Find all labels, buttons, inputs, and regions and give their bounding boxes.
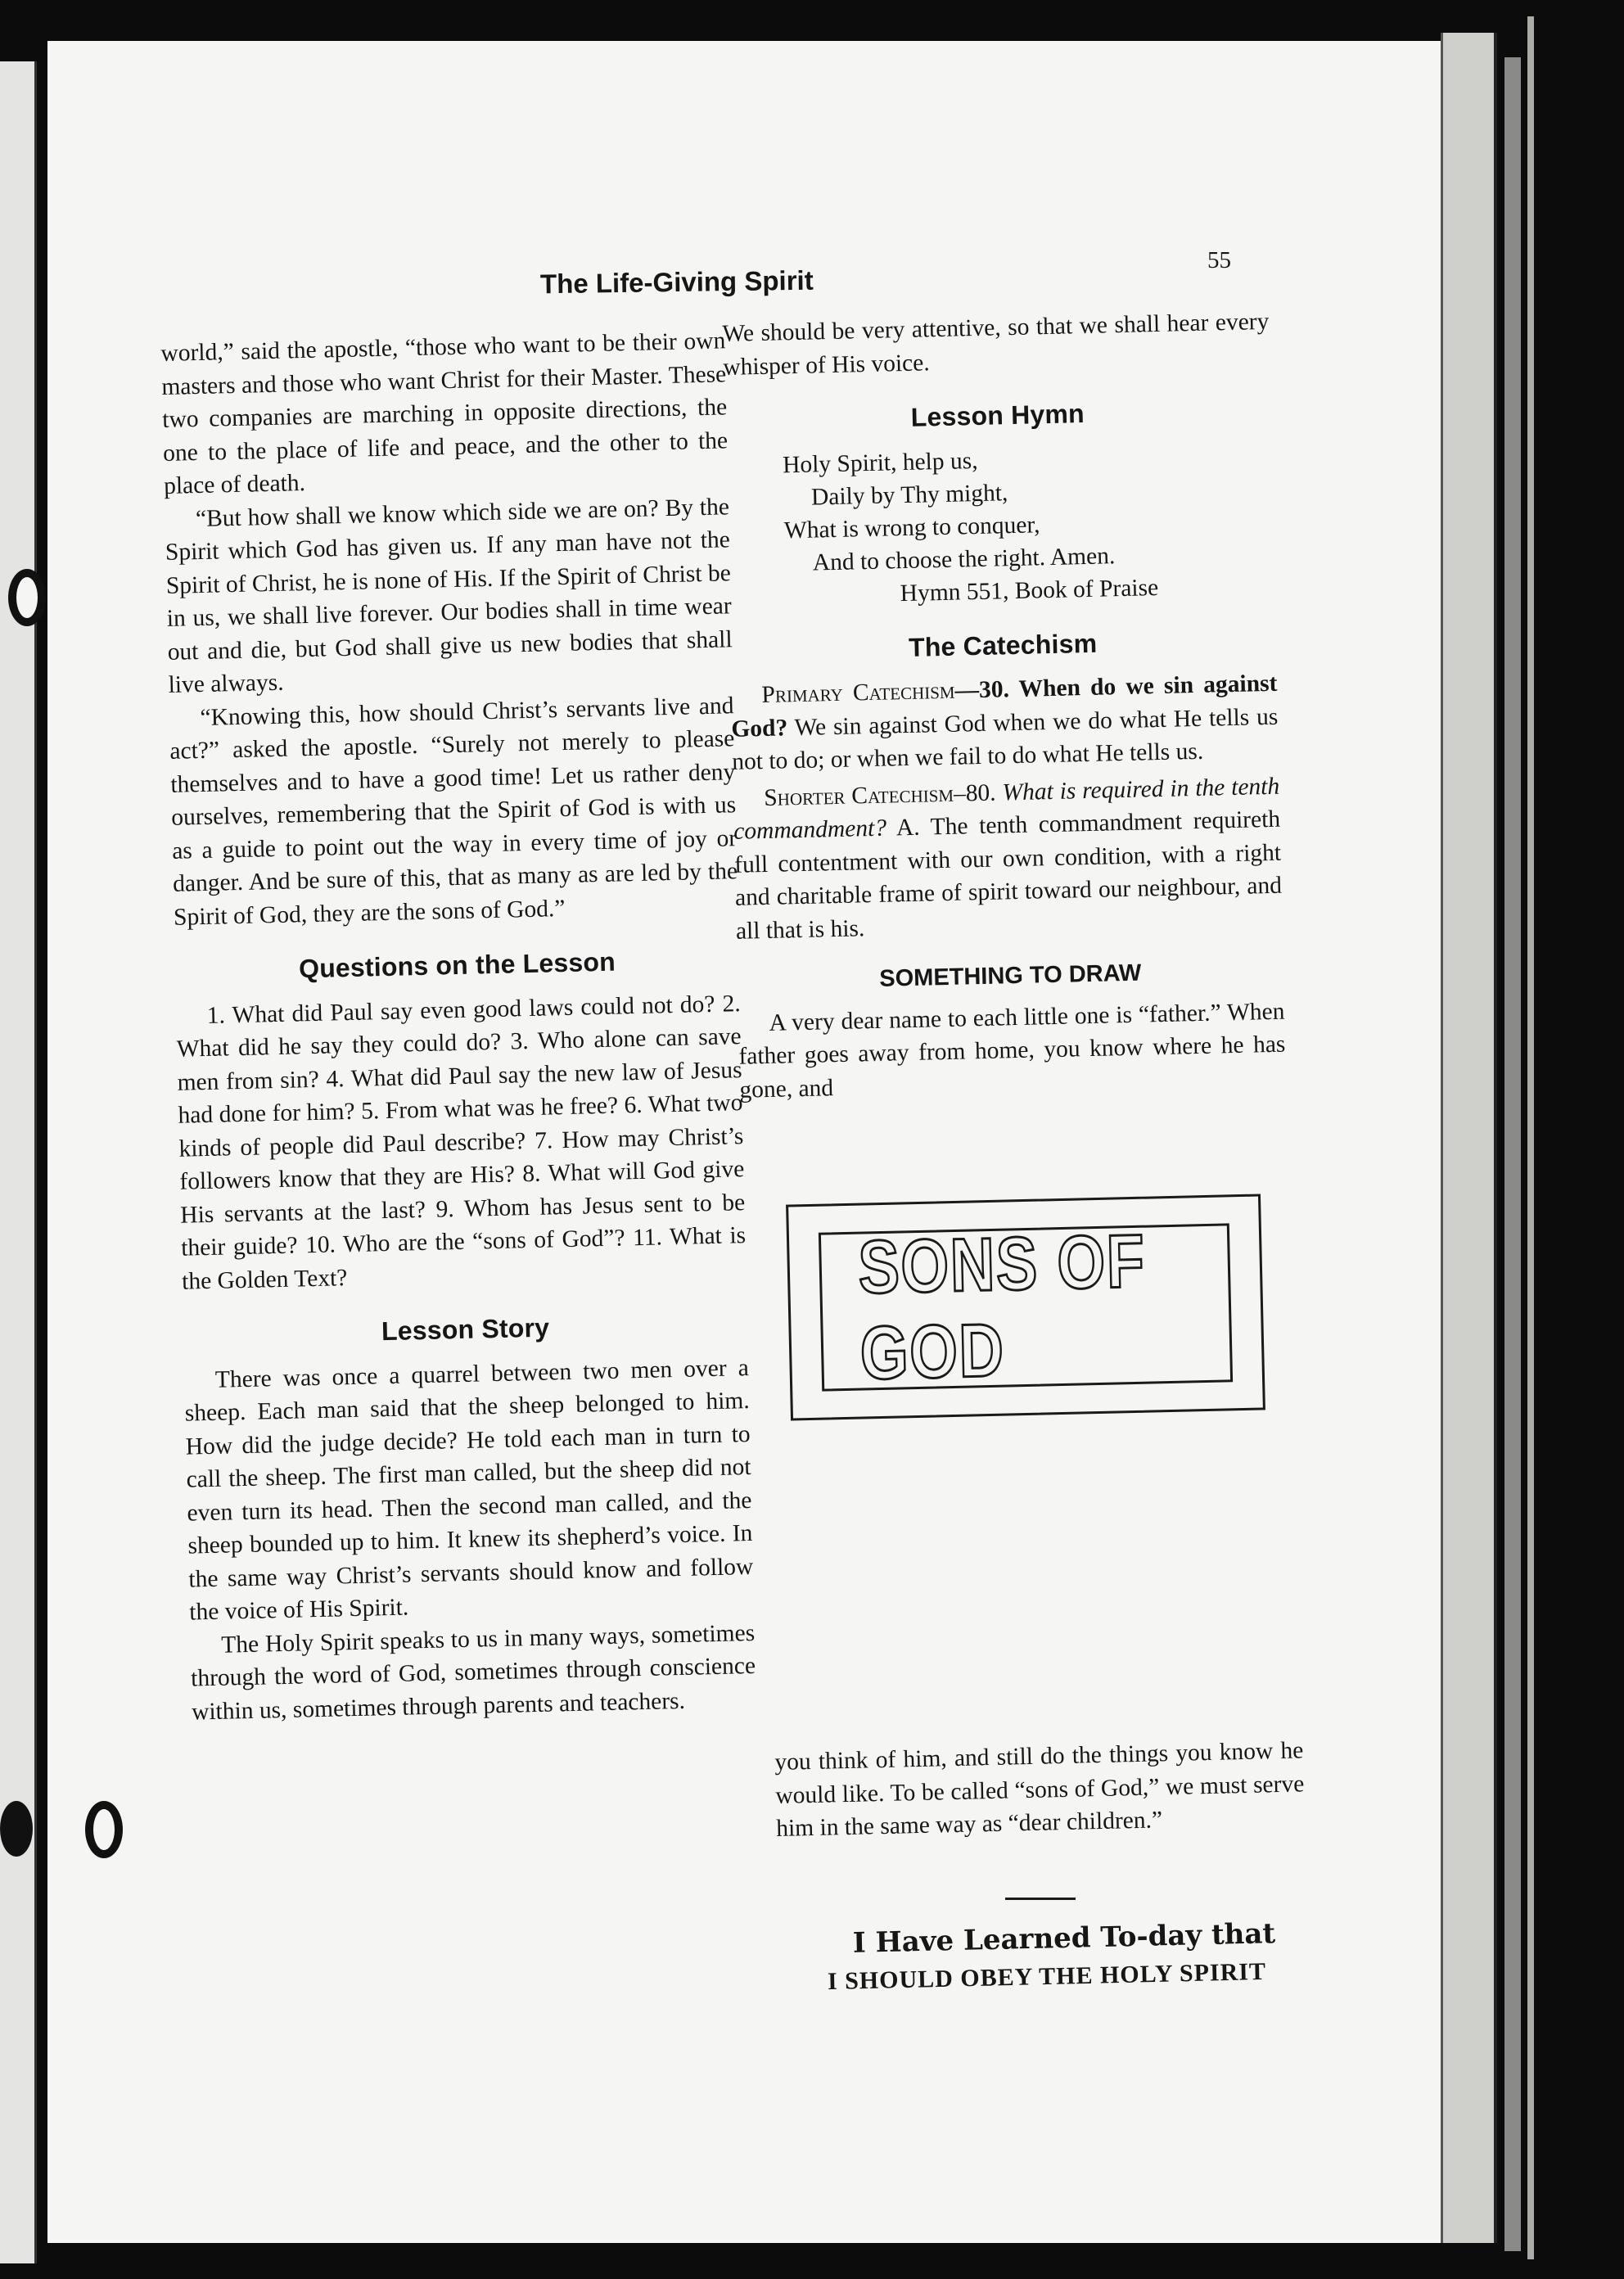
primary-catechism-question: —30. When do we sin against God?	[731, 670, 1278, 742]
draw-text-after: you think of him, and still do the things you know he would like. To be called “sons of God,” we must serve him in the same way as “dear children.”	[774, 1737, 1305, 1842]
shorter-catechism-number: –80.	[953, 778, 1003, 807]
learned-lesson: I SHOULD OBEY THE HOLY SPIRIT	[827, 1957, 1267, 1996]
binding-edge-outer	[1527, 16, 1534, 2259]
punch-hole	[0, 1801, 33, 1857]
hymn-citation: Hymn 551, Book of Praise	[900, 574, 1159, 607]
continuation-paragraph: We should be very attentive, so that we shall hear every whisper of His voice.	[722, 308, 1270, 381]
primary-catechism-answer: We sin against God when we do what He tells us not to do; or when we fail to do what He tells us.	[731, 703, 1279, 775]
shorter-catechism-answer: A. The tenth commandment requireth full contentment with our own condition, with a right and charitable frame of spirit toward our neighbour, and all that is his.	[733, 806, 1283, 945]
punch-hole-ring	[8, 569, 46, 626]
binding-edge	[1504, 57, 1521, 2251]
questions-text: 1. What did Paul say even good laws could not do? 2. What did he say they could do? 3. Who alone can save men from sin? 4. What did Paul say the new law of Jesus had done for him? 5. From what was he free? 6. What two kinds of people did Paul describe? 7. How may Christ’s followers know that they are His? 8. What will God give His servants at the last? 9. Whom has Jesus sent to be their guide? 10. Who are the “sons of God”? 11. What is the Golden Text?	[176, 990, 747, 1295]
paragraph: world,” said the apostle, “those who want to be their own masters and those who want Christ for their Master. These two companies are marching in opposite directions, the one to the place of life and peace, and the other to the place of death.	[160, 327, 729, 499]
hymn-line: Daily by Thy might,	[810, 479, 1008, 511]
hymn-line: Holy Spirit, help us,	[782, 447, 978, 478]
lesson-story-heading: Lesson Story	[381, 1312, 550, 1347]
drawing-outline-text: SONS OF GOD	[857, 1219, 1147, 1396]
learned-today-line: I Have Learned To-day that	[852, 1917, 1276, 1960]
hymn-verse	[783, 437, 1275, 612]
paragraph: “But how shall we know which side we are on? By the Spirit which God has given us. If any man have not the Spirit of Christ, he is none of His. If the Spirit of Christ be in us, we shall live forever. Our bodies shall in time wear out and die, but God shall give us new bodies that shall live always.	[165, 493, 733, 698]
book-binding	[1441, 33, 1497, 2243]
right-column	[722, 305, 1287, 1107]
primary-catechism-label: Primary Catechism	[761, 677, 955, 709]
draw-text-before: A very dear name to each little one is “father.” When father goes away from home, you know where he has gone, and	[738, 998, 1286, 1103]
facing-page-edge	[0, 61, 37, 2263]
story-paragraph: There was once a quarrel between two men over a sheep. Each man said that the sheep belonged to him. How did the judge decide? He told each man in turn to call the sheep. The first man called, but the sheep did not even turn its head. Then the second man called, and the sheep bounded up to him. It knew its shepherd’s voice. In the same way Christ’s servants should know and follow the voice of His Spirit.	[184, 1354, 754, 1626]
hymn-line: What is wrong to conquer,	[783, 511, 1040, 544]
hymn-line: And to choose the right. Amen.	[812, 542, 1116, 576]
paragraph: “Knowing this, how should Christ’s servants live and act?” asked the apostle. “Surely not merely to please themselves and to have a good time! Let us rather deny ourselves, remembering that the Spirit of God is with us as a guide to point out the way in every time of joy or danger. And be sure of this, that as many as are led by the Spirit of God, they are the sons of God.”	[169, 692, 738, 931]
punch-hole-ring	[85, 1801, 123, 1858]
right-column-continued	[774, 1734, 1306, 1845]
shorter-catechism	[733, 769, 1283, 948]
running-head: The Life-Giving Spirit	[539, 264, 814, 300]
story-paragraph: The Holy Spirit speaks to us in many ways, sometimes through the word of God, sometimes through conscience within us, sometimes through parents and teachers.	[190, 1619, 756, 1726]
lesson-hymn-heading: Lesson Hymn	[910, 398, 1085, 432]
page-number: 55	[1207, 247, 1231, 273]
shorter-catechism-question: What is required in the tenth commandment?	[733, 773, 1280, 845]
drawing-frame-inner	[819, 1219, 1233, 1396]
left-column	[160, 324, 756, 1728]
shorter-catechism-label: Shorter Catechism	[763, 780, 954, 811]
catechism-heading: The Catechism	[908, 628, 1098, 662]
primary-catechism	[730, 667, 1279, 779]
drawing-frame	[786, 1194, 1265, 1420]
something-to-draw-heading: SOMETHING TO DRAW	[878, 959, 1142, 992]
questions-heading: Questions on the Lesson	[298, 946, 616, 984]
short-rule-divider	[1005, 1898, 1076, 1900]
